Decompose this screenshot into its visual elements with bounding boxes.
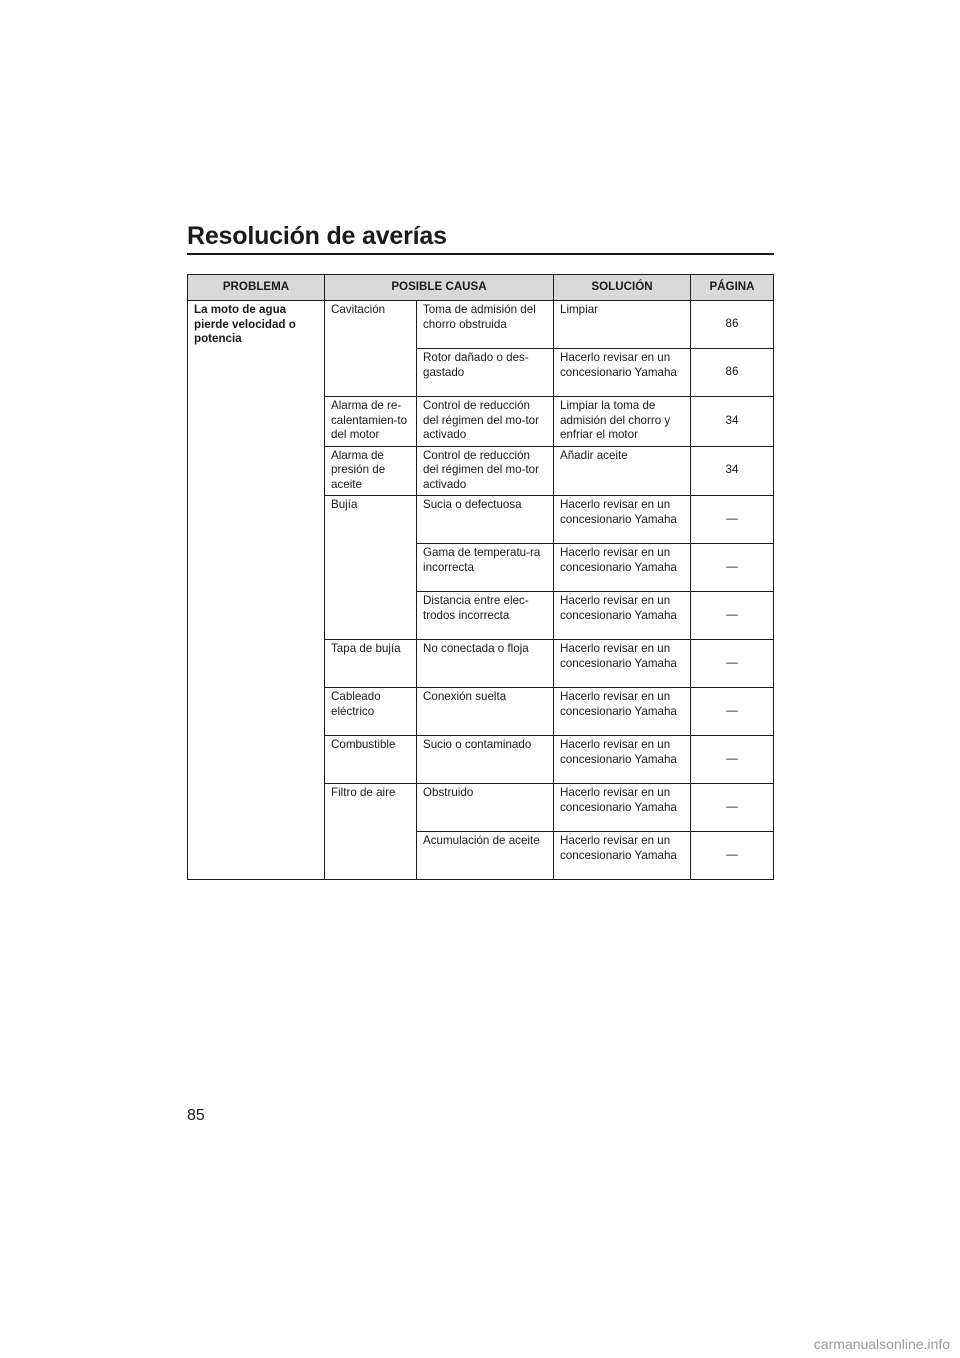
cause-cell: Filtro de aire xyxy=(325,784,417,880)
cause-detail-cell: Sucio o contaminado xyxy=(417,736,554,784)
solution-cell: Hacerlo revisar en un concesionario Yamaha xyxy=(554,640,691,688)
solution-cell: Hacerlo revisar en un concesionario Yamaha xyxy=(554,832,691,880)
page-number: 85 xyxy=(187,1107,205,1124)
page-cell: 34 xyxy=(691,446,774,496)
cause-cell: Alarma de re-calentamien-to del motor xyxy=(325,397,417,447)
cause-detail-cell: Acumulación de aceite xyxy=(417,832,554,880)
page-cell: — xyxy=(691,736,774,784)
solution-cell: Añadir aceite xyxy=(554,446,691,496)
page-cell: — xyxy=(691,832,774,880)
problem-cell: La moto de agua pierde velocidad o potencia xyxy=(188,301,325,880)
cause-detail-cell: Conexión suelta xyxy=(417,688,554,736)
cause-cell: Cavitación xyxy=(325,301,417,397)
page-title: Resolución de averías xyxy=(187,222,447,250)
cause-detail-cell: Control de reducción del régimen del mo-tor activado xyxy=(417,397,554,447)
header-cause: POSIBLE CAUSA xyxy=(325,275,554,301)
page-cell: 86 xyxy=(691,349,774,397)
solution-cell: Hacerlo revisar en un concesionario Yamaha xyxy=(554,592,691,640)
page-cell: — xyxy=(691,592,774,640)
solution-cell: Hacerlo revisar en un concesionario Yamaha xyxy=(554,496,691,544)
page-cell: 86 xyxy=(691,301,774,349)
header-problem: PROBLEMA xyxy=(188,275,325,301)
header-solution: SOLUCIÓN xyxy=(554,275,691,301)
cause-cell: Alarma de presión de aceite xyxy=(325,446,417,496)
watermark: carmanualsonline.info xyxy=(813,1336,950,1352)
solution-cell: Limpiar xyxy=(554,301,691,349)
cause-detail-cell: Control de reducción del régimen del mo-tor activado xyxy=(417,446,554,496)
cause-cell: Bujía xyxy=(325,496,417,640)
cause-cell: Combustible xyxy=(325,736,417,784)
cause-detail-cell: Sucia o defectuosa xyxy=(417,496,554,544)
solution-cell: Hacerlo revisar en un concesionario Yamaha xyxy=(554,349,691,397)
page-cell: — xyxy=(691,784,774,832)
table-header-row xyxy=(188,275,774,301)
troubleshooting-table xyxy=(187,274,774,880)
table-row xyxy=(188,301,774,349)
page-cell: — xyxy=(691,640,774,688)
cause-detail-cell: Toma de admisión del chorro obstruida xyxy=(417,301,554,349)
cause-detail-cell: Gama de temperatu-ra incorrecta xyxy=(417,544,554,592)
cause-cell: Cableado eléctrico xyxy=(325,688,417,736)
solution-cell: Hacerlo revisar en un concesionario Yamaha xyxy=(554,688,691,736)
solution-cell: Limpiar la toma de admisión del chorro y enfriar el motor xyxy=(554,397,691,447)
cause-detail-cell: Rotor dañado o des-gastado xyxy=(417,349,554,397)
page-cell: — xyxy=(691,496,774,544)
solution-cell: Hacerlo revisar en un concesionario Yamaha xyxy=(554,736,691,784)
solution-cell: Hacerlo revisar en un concesionario Yamaha xyxy=(554,784,691,832)
cause-detail-cell: Distancia entre elec-trodos incorrecta xyxy=(417,592,554,640)
page-cell: — xyxy=(691,544,774,592)
cause-detail-cell: Obstruido xyxy=(417,784,554,832)
header-page: PÁGINA xyxy=(691,275,774,301)
solution-cell: Hacerlo revisar en un concesionario Yamaha xyxy=(554,544,691,592)
page-cell: — xyxy=(691,688,774,736)
cause-cell: Tapa de bujía xyxy=(325,640,417,688)
cause-detail-cell: No conectada o floja xyxy=(417,640,554,688)
page-cell: 34 xyxy=(691,397,774,447)
title-divider xyxy=(187,253,774,255)
